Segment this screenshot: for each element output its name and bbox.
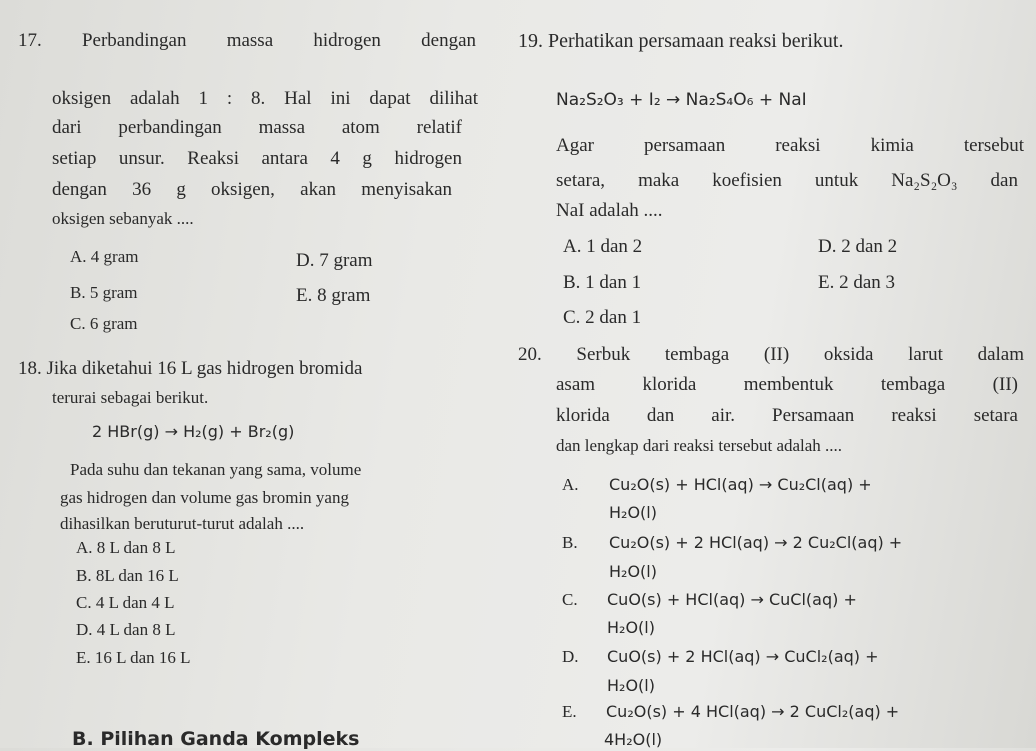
q18-line: gas hidrogen dan volume gas bromin yang (60, 488, 349, 507)
option-equation: CuO(s) + 2 HCl(aq) → CuCl₂(aq) + (607, 647, 879, 666)
option-letter: A. (562, 475, 579, 494)
option-equation-cont: H₂O(l) (609, 503, 657, 522)
option-equation-cont: H₂O(l) (607, 676, 655, 695)
q18-equation: 2 HBr(g) → H₂(g) + Br₂(g) (92, 422, 295, 441)
option-equation: Cu₂O(s) + 2 HCl(aq) → 2 Cu₂Cl(aq) + (609, 533, 903, 552)
q19-line: NaI adalah .... (556, 200, 663, 221)
q18-option-c[interactable]: C. 4 L dan 4 L (76, 593, 175, 612)
q19-option-a[interactable]: A. 1 dan 2 (563, 236, 643, 257)
option-equation-cont: H₂O(l) (607, 618, 655, 637)
q19-option-d[interactable]: D. 2 dan 2 (818, 236, 898, 257)
q19-title: 19. Perhatikan persamaan reaksi berikut. (518, 30, 844, 52)
q17-option-b[interactable]: B. 5 gram (70, 283, 138, 302)
q17-line: dari perbandingan massa atom relatif (52, 117, 462, 138)
q19-equation: Na₂S₂O₃ + I₂ → Na₂S₄O₆ + NaI (556, 90, 807, 110)
q17-line: dengan 36 g oksigen, akan menyisakan (52, 179, 452, 200)
q18-line: terurai sebagai berikut. (52, 388, 209, 407)
option-letter: C. (562, 590, 578, 609)
option-equation-cont: H₂O(l) (609, 562, 657, 581)
q19-option-c[interactable]: C. 2 dan 1 (563, 307, 642, 328)
q17-line: 17. Perbandingan massa hidrogen dengan (18, 30, 476, 51)
q19-line: setara, maka koefisien untuk Na₂S₂O₃ dan (556, 170, 1018, 191)
q17-option-c[interactable]: C. 6 gram (70, 314, 138, 333)
option-letter: B. (562, 533, 578, 552)
q19-line: Agar persamaan reaksi kimia tersebut (556, 135, 1024, 156)
option-equation-cont: 4H₂O(l) (604, 730, 663, 749)
option-equation: CuO(s) + HCl(aq) → CuCl(aq) + (607, 590, 857, 609)
q17-option-e[interactable]: E. 8 gram (296, 285, 371, 306)
option-letter: E. (562, 702, 577, 721)
option-letter: D. (562, 647, 579, 666)
q19-option-e[interactable]: E. 2 dan 3 (818, 272, 896, 293)
q18-option-d[interactable]: D. 4 L dan 8 L (76, 620, 176, 639)
q20-line: dan lengkap dari reaksi tersebut adalah .... (556, 436, 843, 455)
q17-line: oksigen adalah 1 : 8. Hal ini dapat dilihat (52, 88, 478, 109)
q20-line: klorida dan air. Persamaan reaksi setara (556, 405, 1018, 426)
q17-option-d[interactable]: D. 7 gram (296, 250, 373, 271)
q18-line: dihasilkan beruturut-turut adalah .... (60, 514, 305, 533)
option-equation: Cu₂O(s) + 4 HCl(aq) → 2 CuCl₂(aq) + (606, 702, 900, 721)
q20-line: asam klorida membentuk tembaga (II) (556, 374, 1018, 395)
q19-option-b[interactable]: B. 1 dan 1 (563, 272, 642, 293)
q17-line: setiap unsur. Reaksi antara 4 g hidrogen (52, 148, 462, 169)
q18-line: Pada suhu dan tekanan yang sama, volume (70, 460, 362, 479)
q17-option-a[interactable]: A. 4 gram (70, 247, 139, 266)
q18-option-a[interactable]: A. 8 L dan 8 L (76, 538, 176, 557)
option-equation: Cu₂O(s) + HCl(aq) → Cu₂Cl(aq) + (609, 475, 872, 494)
section-heading: B. Pilihan Ganda Kompleks (72, 728, 360, 750)
q18-option-e[interactable]: E. 16 L dan 16 L (76, 648, 191, 667)
q20-line: 20. Serbuk tembaga (II) oksida larut dalam (518, 344, 1024, 365)
q18-option-b[interactable]: B. 8L dan 16 L (76, 566, 179, 585)
q18-line: 18. Jika diketahui 16 L gas hidrogen bromida (18, 358, 363, 379)
q17-line: oksigen sebanyak .... (52, 209, 194, 228)
